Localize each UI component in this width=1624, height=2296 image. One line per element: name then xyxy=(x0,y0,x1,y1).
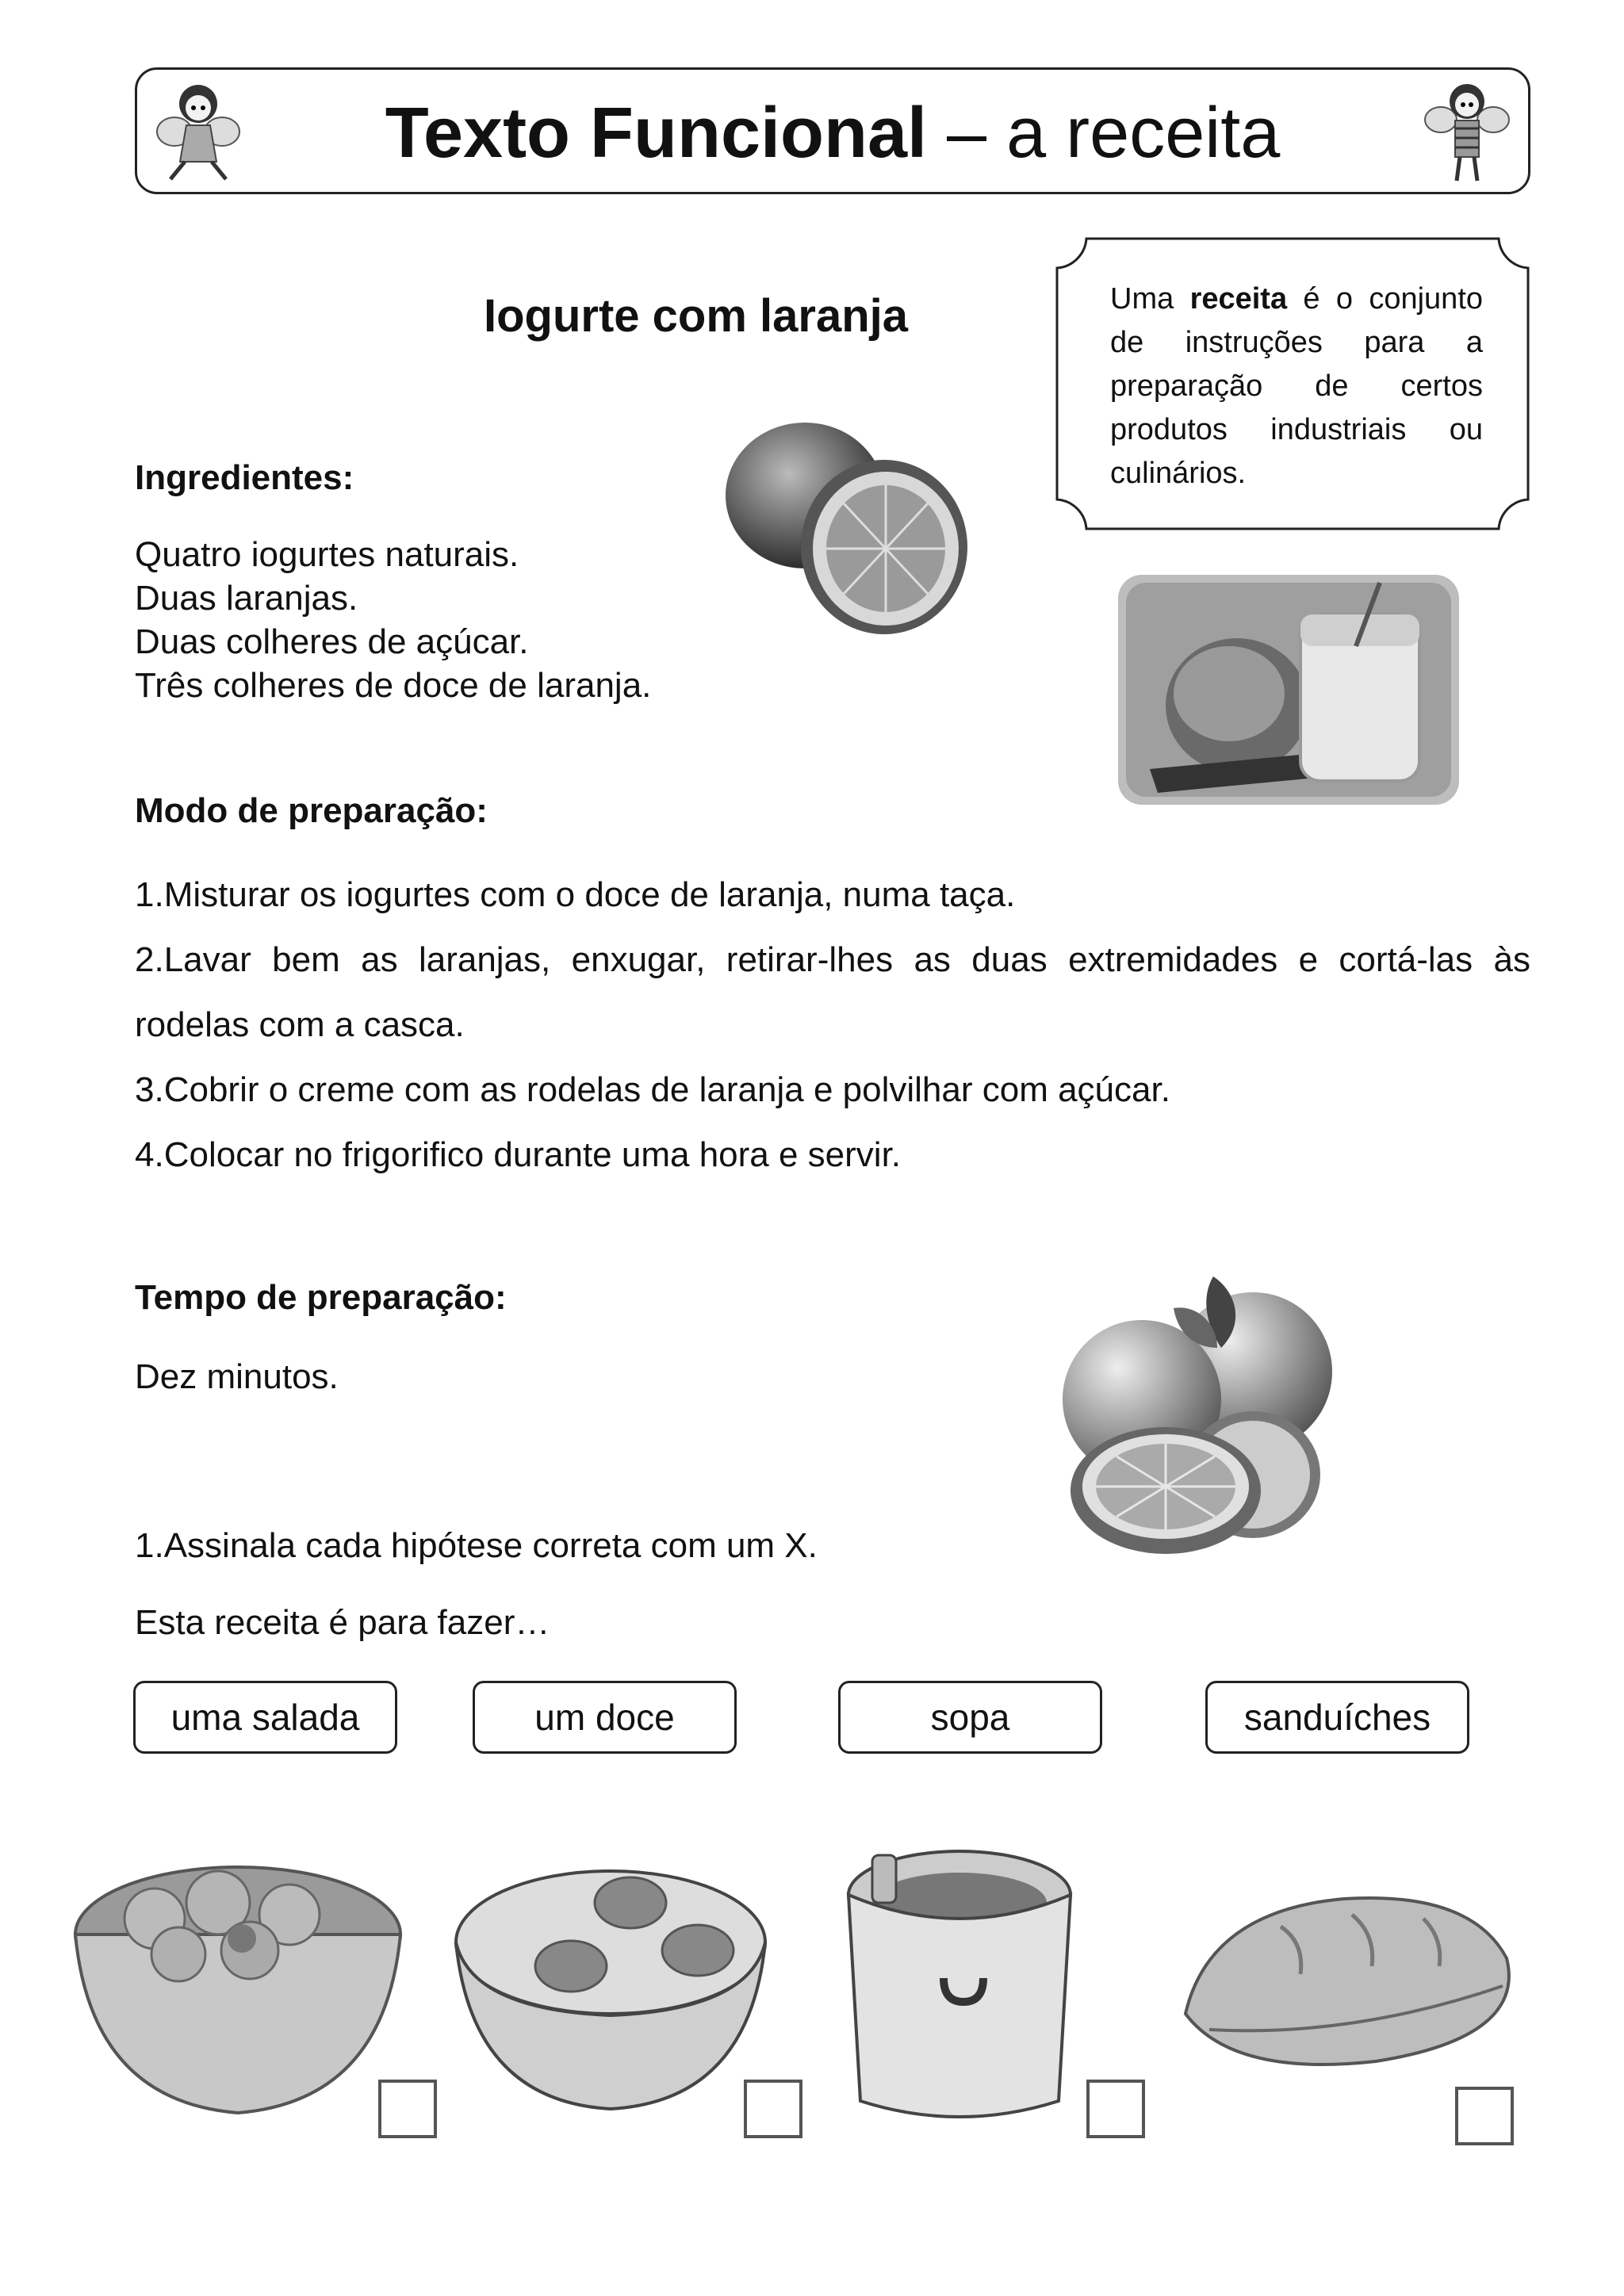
time-heading: Tempo de preparação: xyxy=(135,1278,507,1317)
exercise-prompt: Esta receita é para fazer… xyxy=(135,1603,550,1642)
ingredient-item: Duas laranjas. xyxy=(135,579,358,618)
checkbox-uma-salada[interactable] xyxy=(378,2080,437,2138)
checkbox-sopa[interactable] xyxy=(1086,2080,1145,2138)
preparation-step: 3.Cobrir o creme com as rodelas de laranja e polvilhar com açúcar. xyxy=(135,1070,1170,1109)
salad-bowl-illustration xyxy=(75,1867,400,2113)
option-sanduiches[interactable]: sanduíches xyxy=(1205,1681,1469,1754)
option-um-doce[interactable]: um doce xyxy=(473,1681,737,1754)
preparation-step: 4.Colocar no frigorifico durante uma hora e servir. xyxy=(135,1135,902,1174)
ingredients-heading: Ingredientes: xyxy=(135,458,354,497)
soup-pot-illustration xyxy=(848,1851,1071,2117)
fairy-left-illustration xyxy=(155,76,242,187)
yogurt-jar-photo xyxy=(1118,575,1459,805)
preparation-step: 2.Lavar bem as laranjas, enxugar, retirar-lhes as duas extremidades e cortá-las às rodelas com a casca. xyxy=(135,940,1530,1044)
checkbox-um-doce[interactable] xyxy=(744,2080,802,2138)
header-banner xyxy=(135,67,1530,194)
orange-halves-photo xyxy=(718,408,979,646)
ingredient-item: Três colheres de doce de laranja. xyxy=(135,666,652,705)
bread-illustration xyxy=(1185,1898,1509,2064)
option-sopa[interactable]: sopa xyxy=(838,1681,1102,1754)
time-value: Dez minutos. xyxy=(135,1357,339,1396)
preparation-steps xyxy=(135,863,1530,1188)
page-title: Texto Funcional – a receita xyxy=(385,94,1281,173)
definition-text: Uma receita é o conjunto de instruções para a preparação de certos produtos industriais ou culinários. xyxy=(1110,282,1484,490)
recipe-title: Iogurte com laranja xyxy=(484,290,909,342)
ingredient-item: Duas colheres de açúcar. xyxy=(135,622,529,661)
checkbox-sanduiches[interactable] xyxy=(1455,2087,1514,2145)
option-uma-salada[interactable]: uma salada xyxy=(133,1681,397,1754)
dessert-bowl-illustration xyxy=(456,1871,765,2109)
preparation-heading: Modo de preparação: xyxy=(135,791,488,830)
exercise-question: 1.Assinala cada hipótese correta com um X. xyxy=(135,1526,818,1565)
fairy-right-illustration xyxy=(1423,76,1511,187)
oranges-with-leaves-illustration xyxy=(1055,1261,1356,1562)
ingredient-item: Quatro iogurtes naturais. xyxy=(135,535,519,574)
preparation-step: 1.Misturar os iogurtes com o doce de laranja, numa taça. xyxy=(135,875,1016,914)
